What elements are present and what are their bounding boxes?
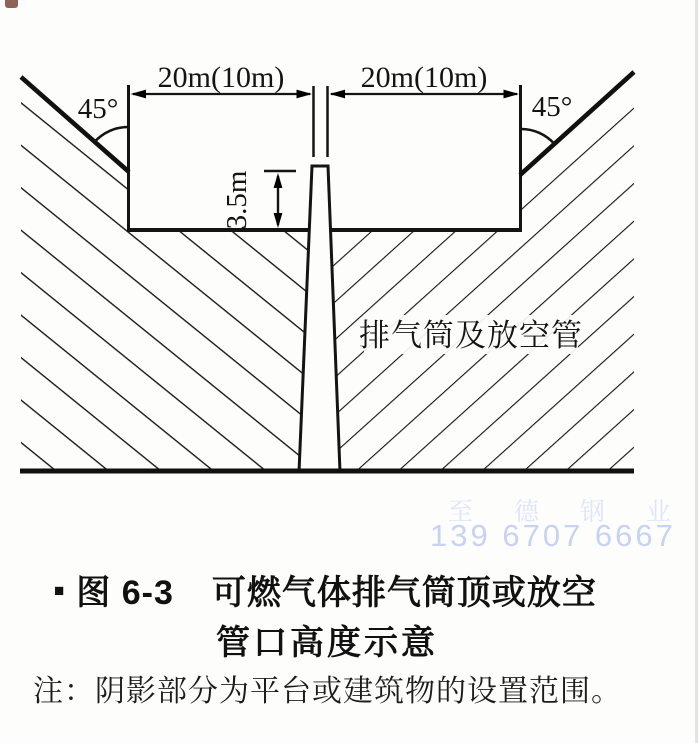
figure-title-line2: 管口高度示意	[216, 624, 438, 662]
figure-caption-line1	[54, 565, 597, 614]
watermark-company: 至 德 钢 业	[448, 498, 688, 526]
height-dim-label: 3.5m	[221, 170, 253, 230]
figure-note: 注：阴影部分为平台或建筑物的设置范围。	[33, 675, 622, 708]
figure-title-line1: 可燃气体排气筒顶或放空	[211, 574, 597, 612]
arrowhead-left-out	[131, 90, 147, 99]
angle-label-left: 45°	[77, 93, 119, 125]
stack-label: 排气筒及放空管	[359, 318, 583, 353]
dimension-height	[264, 171, 296, 228]
angle-arc-right	[521, 129, 555, 144]
vent-stack-chimney	[299, 166, 340, 472]
angle-label-right: 45°	[531, 91, 573, 123]
caption-bullet-icon: ■	[54, 581, 65, 600]
arrowhead-left-in	[297, 90, 313, 99]
watermark-phone: 139 6707 6667	[430, 518, 676, 553]
arrowhead-height-bottom	[274, 213, 283, 228]
arrowhead-height-top	[274, 173, 283, 188]
dim-label-left: 20m(10m)	[157, 61, 285, 94]
arrowhead-right-out	[504, 90, 520, 99]
hatched-zone-left	[21, 78, 318, 471]
hatched-zone-right	[318, 73, 634, 471]
arrowhead-right-in	[330, 90, 346, 99]
figure-number: 图 6-3	[76, 574, 174, 612]
angle-arc-left	[94, 127, 128, 142]
dim-label-right: 20m(10m)	[360, 61, 488, 94]
